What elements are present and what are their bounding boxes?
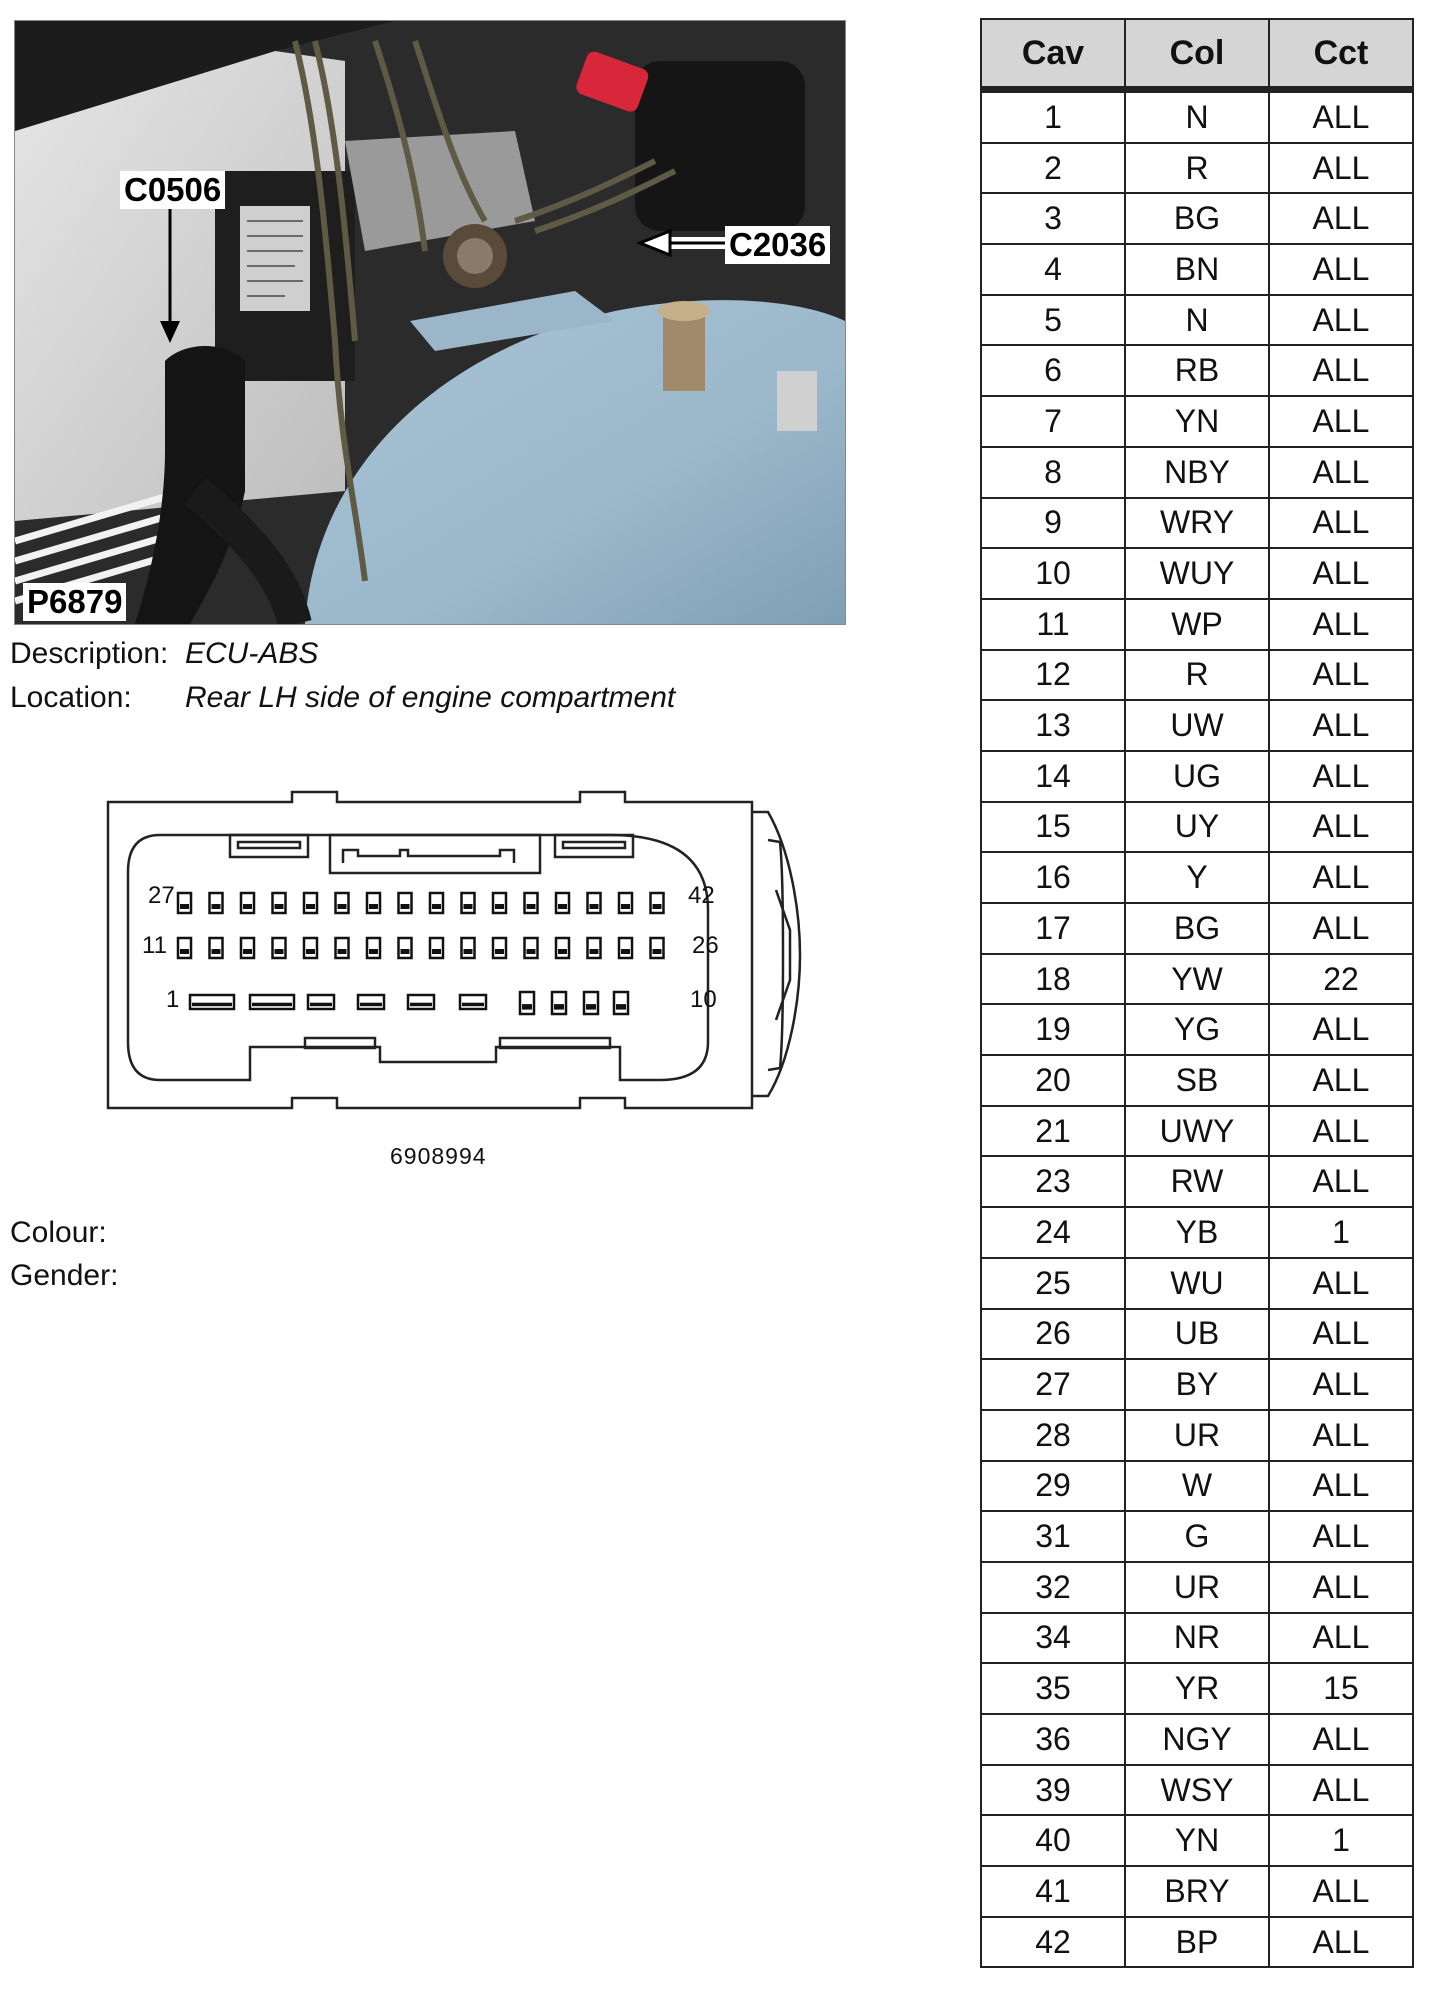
cell-cav: 31 bbox=[981, 1511, 1125, 1562]
cell-cct: ALL bbox=[1269, 193, 1413, 244]
pin-row-bottom-large bbox=[408, 995, 434, 1009]
connector-c0506-label: C0506 bbox=[120, 171, 225, 209]
cell-col: BG bbox=[1125, 903, 1269, 954]
cell-col: NGY bbox=[1125, 1714, 1269, 1765]
table-row bbox=[981, 1917, 1413, 1968]
gender-label: Gender: bbox=[10, 1259, 119, 1292]
pin-row-top bbox=[304, 893, 317, 913]
cell-col: R bbox=[1125, 650, 1269, 701]
cell-col: UR bbox=[1125, 1410, 1269, 1461]
table-row bbox=[981, 1714, 1413, 1765]
table-row bbox=[981, 1207, 1413, 1258]
pinout-table bbox=[980, 18, 1414, 1968]
cell-col: WU bbox=[1125, 1258, 1269, 1309]
cell-cav: 39 bbox=[981, 1765, 1125, 1816]
pin-label-42: 42 bbox=[688, 882, 715, 909]
cell-cav: 9 bbox=[981, 498, 1125, 549]
pin-row-middle bbox=[367, 938, 380, 958]
pin-row-middle bbox=[241, 938, 254, 958]
table-row bbox=[981, 1765, 1413, 1816]
cell-cav: 11 bbox=[981, 599, 1125, 650]
cell-cct: ALL bbox=[1269, 1359, 1413, 1410]
cell-col: BN bbox=[1125, 244, 1269, 295]
table-row bbox=[981, 954, 1413, 1005]
table-row bbox=[981, 650, 1413, 701]
cell-cct: ALL bbox=[1269, 852, 1413, 903]
column-header-cav: Cav bbox=[981, 19, 1125, 90]
pin-row-middle bbox=[210, 938, 223, 958]
cell-cct: ALL bbox=[1269, 498, 1413, 549]
pin-row-top bbox=[430, 893, 443, 913]
pin-row-top bbox=[462, 893, 475, 913]
connector-face-diagram bbox=[100, 790, 810, 1125]
cell-cav: 36 bbox=[981, 1714, 1125, 1765]
pin-row-top bbox=[619, 893, 632, 913]
cell-col: UY bbox=[1125, 802, 1269, 853]
cell-cct: 1 bbox=[1269, 1815, 1413, 1866]
pin-row-bottom-small bbox=[520, 992, 534, 1014]
description-value: ECU-ABS bbox=[185, 637, 319, 670]
table-row bbox=[981, 1258, 1413, 1309]
cell-cct: ALL bbox=[1269, 1613, 1413, 1664]
cell-col: BP bbox=[1125, 1917, 1269, 1968]
connector-pins bbox=[178, 893, 664, 1014]
table-row bbox=[981, 143, 1413, 194]
cell-col: UWY bbox=[1125, 1106, 1269, 1157]
cell-cav: 3 bbox=[981, 193, 1125, 244]
connector-c2036-label: C2036 bbox=[725, 226, 830, 264]
cell-cct: ALL bbox=[1269, 1866, 1413, 1917]
table-row bbox=[981, 295, 1413, 346]
cell-cav: 25 bbox=[981, 1258, 1125, 1309]
pin-label-10: 10 bbox=[690, 986, 717, 1013]
location-row bbox=[10, 680, 676, 716]
table-row bbox=[981, 1156, 1413, 1207]
cell-col: N bbox=[1125, 90, 1269, 143]
table-row bbox=[981, 802, 1413, 853]
pin-row-middle bbox=[399, 938, 412, 958]
cell-cav: 12 bbox=[981, 650, 1125, 701]
pin-row-bottom-small bbox=[584, 992, 598, 1014]
table-row bbox=[981, 244, 1413, 295]
table-row bbox=[981, 1359, 1413, 1410]
cell-cct: ALL bbox=[1269, 143, 1413, 194]
table-row bbox=[981, 498, 1413, 549]
table-row bbox=[981, 1815, 1413, 1866]
cell-col: YN bbox=[1125, 396, 1269, 447]
cell-cct: ALL bbox=[1269, 548, 1413, 599]
table-row bbox=[981, 599, 1413, 650]
cell-cav: 18 bbox=[981, 954, 1125, 1005]
pin-row-middle bbox=[493, 938, 506, 958]
cell-col: SB bbox=[1125, 1055, 1269, 1106]
pin-row-middle bbox=[304, 938, 317, 958]
table-row bbox=[981, 90, 1413, 143]
pin-row-middle bbox=[430, 938, 443, 958]
cell-col: UB bbox=[1125, 1309, 1269, 1360]
cell-cct: ALL bbox=[1269, 802, 1413, 853]
cell-cav: 17 bbox=[981, 903, 1125, 954]
cell-col: NR bbox=[1125, 1613, 1269, 1664]
cell-cav: 1 bbox=[981, 90, 1125, 143]
table-row bbox=[981, 1562, 1413, 1613]
cell-col: Y bbox=[1125, 852, 1269, 903]
table-row bbox=[981, 396, 1413, 447]
pin-row-bottom-large bbox=[250, 995, 294, 1009]
cell-cct: ALL bbox=[1269, 599, 1413, 650]
cell-col: UW bbox=[1125, 700, 1269, 751]
cell-cct: ALL bbox=[1269, 751, 1413, 802]
table-header-row bbox=[981, 19, 1413, 90]
cell-cav: 15 bbox=[981, 802, 1125, 853]
cell-col: RB bbox=[1125, 345, 1269, 396]
pin-row-top bbox=[273, 893, 286, 913]
cell-cav: 7 bbox=[981, 396, 1125, 447]
table-row bbox=[981, 1004, 1413, 1055]
cell-cav: 2 bbox=[981, 143, 1125, 194]
pin-row-middle bbox=[651, 938, 664, 958]
column-header-col: Col bbox=[1125, 19, 1269, 90]
cell-cav: 19 bbox=[981, 1004, 1125, 1055]
pin-row-middle bbox=[588, 938, 601, 958]
pin-row-bottom-small bbox=[614, 992, 628, 1014]
cell-cav: 20 bbox=[981, 1055, 1125, 1106]
pin-row-middle bbox=[462, 938, 475, 958]
cell-cct: ALL bbox=[1269, 650, 1413, 701]
pin-row-bottom-large bbox=[308, 995, 334, 1009]
table-row bbox=[981, 548, 1413, 599]
pin-row-top bbox=[493, 893, 506, 913]
cell-cav: 8 bbox=[981, 447, 1125, 498]
pin-row-bottom-small bbox=[552, 992, 566, 1014]
cell-col: UR bbox=[1125, 1562, 1269, 1613]
cell-cav: 32 bbox=[981, 1562, 1125, 1613]
cell-col: N bbox=[1125, 295, 1269, 346]
pin-row-top bbox=[556, 893, 569, 913]
cell-cct: ALL bbox=[1269, 295, 1413, 346]
pin-row-top bbox=[651, 893, 664, 913]
cell-cav: 10 bbox=[981, 548, 1125, 599]
cell-cav: 35 bbox=[981, 1663, 1125, 1714]
cell-cct: ALL bbox=[1269, 244, 1413, 295]
cell-cct: ALL bbox=[1269, 1765, 1413, 1816]
cell-cct: ALL bbox=[1269, 1258, 1413, 1309]
cell-cct: ALL bbox=[1269, 1004, 1413, 1055]
gender-row bbox=[10, 1258, 118, 1294]
pin-row-top bbox=[588, 893, 601, 913]
table-row bbox=[981, 1410, 1413, 1461]
engine-bay-illustration bbox=[15, 21, 845, 624]
cell-cct: ALL bbox=[1269, 1461, 1413, 1512]
column-header-cct: Cct bbox=[1269, 19, 1413, 90]
table-row bbox=[981, 1309, 1413, 1360]
cell-col: W bbox=[1125, 1461, 1269, 1512]
engine-bay-photo bbox=[14, 20, 846, 625]
cell-cct: ALL bbox=[1269, 1562, 1413, 1613]
colour-label: Colour: bbox=[10, 1216, 107, 1249]
cell-cav: 27 bbox=[981, 1359, 1125, 1410]
table-row bbox=[981, 852, 1413, 903]
pin-row-top bbox=[241, 893, 254, 913]
pin-row-top bbox=[336, 893, 349, 913]
table-row bbox=[981, 345, 1413, 396]
cell-cav: 26 bbox=[981, 1309, 1125, 1360]
cell-cav: 24 bbox=[981, 1207, 1125, 1258]
pin-label-27: 27 bbox=[148, 882, 175, 909]
cell-cct: ALL bbox=[1269, 700, 1413, 751]
description-label: Description: bbox=[10, 637, 169, 670]
cell-cct: 15 bbox=[1269, 1663, 1413, 1714]
table-row bbox=[981, 903, 1413, 954]
cell-cct: ALL bbox=[1269, 447, 1413, 498]
cell-cct: ALL bbox=[1269, 1714, 1413, 1765]
table-row bbox=[981, 193, 1413, 244]
cell-col: WRY bbox=[1125, 498, 1269, 549]
pin-row-top bbox=[525, 893, 538, 913]
cell-col: RW bbox=[1125, 1156, 1269, 1207]
location-label: Location: bbox=[10, 681, 132, 714]
pin-row-top bbox=[399, 893, 412, 913]
description-row bbox=[10, 636, 319, 672]
pin-row-bottom-large bbox=[460, 995, 486, 1009]
cell-cav: 6 bbox=[981, 345, 1125, 396]
pin-row-bottom-large bbox=[358, 995, 384, 1009]
table-row bbox=[981, 1106, 1413, 1157]
cell-cct: ALL bbox=[1269, 1309, 1413, 1360]
cell-cct: ALL bbox=[1269, 90, 1413, 143]
cell-cct: ALL bbox=[1269, 903, 1413, 954]
cell-cct: ALL bbox=[1269, 396, 1413, 447]
pin-label-11: 11 bbox=[142, 932, 167, 959]
cell-cav: 40 bbox=[981, 1815, 1125, 1866]
cell-cct: ALL bbox=[1269, 1511, 1413, 1562]
cell-cct: ALL bbox=[1269, 1055, 1413, 1106]
pin-row-top bbox=[210, 893, 223, 913]
cell-cav: 14 bbox=[981, 751, 1125, 802]
cell-cav: 29 bbox=[981, 1461, 1125, 1512]
cell-col: BG bbox=[1125, 193, 1269, 244]
cell-cav: 4 bbox=[981, 244, 1125, 295]
pin-row-top bbox=[178, 893, 191, 913]
table-row bbox=[981, 1866, 1413, 1917]
cell-col: R bbox=[1125, 143, 1269, 194]
cell-col: YR bbox=[1125, 1663, 1269, 1714]
cell-cct: 1 bbox=[1269, 1207, 1413, 1258]
cell-cav: 34 bbox=[981, 1613, 1125, 1664]
cell-cct: 22 bbox=[1269, 954, 1413, 1005]
cell-col: YW bbox=[1125, 954, 1269, 1005]
cell-cct: ALL bbox=[1269, 1156, 1413, 1207]
table-row bbox=[981, 751, 1413, 802]
cell-cav: 16 bbox=[981, 852, 1125, 903]
drawing-number: 6908994 bbox=[390, 1143, 487, 1169]
location-value: Rear LH side of engine compartment bbox=[185, 681, 676, 714]
pin-row-middle bbox=[619, 938, 632, 958]
pin-row-bottom-large bbox=[190, 995, 234, 1009]
table-row bbox=[981, 1055, 1413, 1106]
table-row bbox=[981, 447, 1413, 498]
cell-cct: ALL bbox=[1269, 1106, 1413, 1157]
pin-row-middle bbox=[336, 938, 349, 958]
pin-row-middle bbox=[273, 938, 286, 958]
cell-cav: 13 bbox=[981, 700, 1125, 751]
cell-col: YB bbox=[1125, 1207, 1269, 1258]
pin-label-1: 1 bbox=[166, 986, 180, 1013]
colour-row bbox=[10, 1215, 107, 1251]
cell-cav: 5 bbox=[981, 295, 1125, 346]
table-row bbox=[981, 700, 1413, 751]
pin-row-middle bbox=[556, 938, 569, 958]
cell-col: WUY bbox=[1125, 548, 1269, 599]
cell-cav: 23 bbox=[981, 1156, 1125, 1207]
cell-cav: 28 bbox=[981, 1410, 1125, 1461]
cell-cav: 41 bbox=[981, 1866, 1125, 1917]
table-row bbox=[981, 1663, 1413, 1714]
cell-col: YG bbox=[1125, 1004, 1269, 1055]
cell-col: WP bbox=[1125, 599, 1269, 650]
cell-cct: ALL bbox=[1269, 345, 1413, 396]
pinout-table-body bbox=[981, 90, 1413, 1968]
cell-col: BY bbox=[1125, 1359, 1269, 1410]
cell-cct: ALL bbox=[1269, 1917, 1413, 1968]
cell-cav: 21 bbox=[981, 1106, 1125, 1157]
pin-label-26: 26 bbox=[692, 932, 719, 959]
cell-col: UG bbox=[1125, 751, 1269, 802]
cell-col: BRY bbox=[1125, 1866, 1269, 1917]
cell-col: NBY bbox=[1125, 447, 1269, 498]
table-row bbox=[981, 1613, 1413, 1664]
pin-row-middle bbox=[525, 938, 538, 958]
cell-col: G bbox=[1125, 1511, 1269, 1562]
pin-row-top bbox=[367, 893, 380, 913]
cell-cct: ALL bbox=[1269, 1410, 1413, 1461]
cell-cav: 42 bbox=[981, 1917, 1125, 1968]
table-row bbox=[981, 1511, 1413, 1562]
pin-row-middle bbox=[178, 938, 191, 958]
cell-col: YN bbox=[1125, 1815, 1269, 1866]
table-row bbox=[981, 1461, 1413, 1512]
cell-col: WSY bbox=[1125, 1765, 1269, 1816]
figure-id-label: P6879 bbox=[23, 583, 126, 621]
